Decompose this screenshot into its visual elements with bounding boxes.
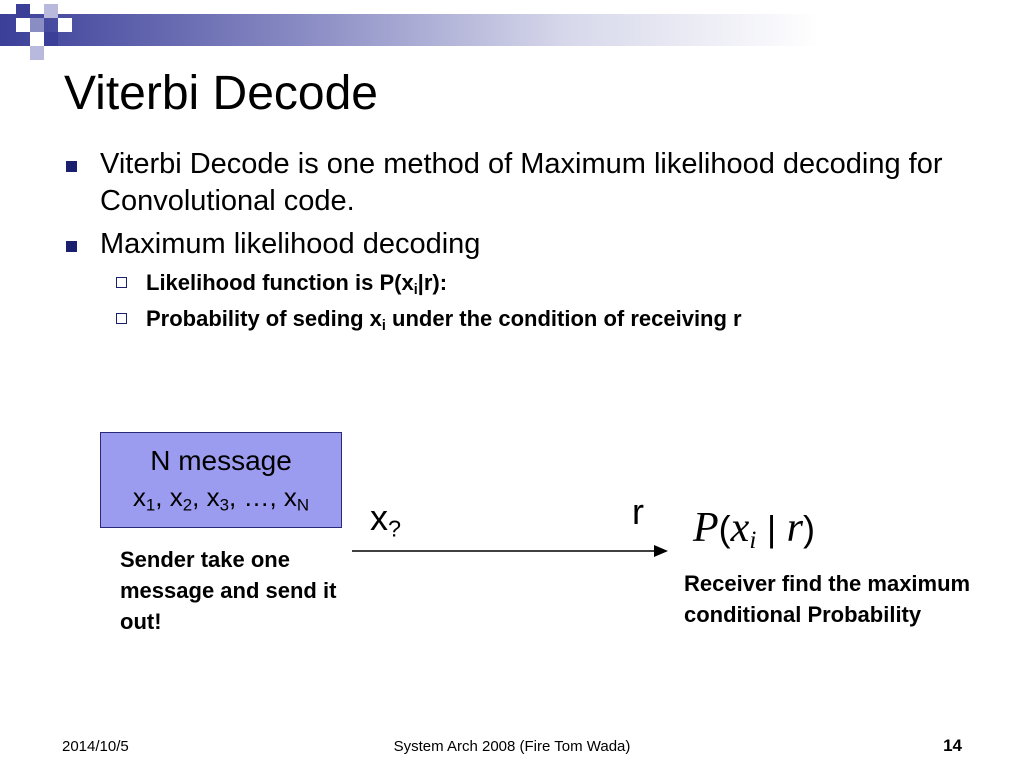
hollow-square-bullet-icon	[116, 277, 127, 288]
header-square	[58, 18, 72, 32]
header-square	[30, 32, 44, 46]
footer-date: 2014/10/5	[62, 738, 129, 755]
page-number: 14	[943, 736, 962, 755]
message-sequence: $x_1$, $x_2$, $x_3$, …, $x_N$	[132, 482, 310, 515]
bullet-list	[62, 146, 962, 341]
header-gradient-band	[0, 14, 1024, 46]
sender-note: Sender take one message and send it out!	[120, 547, 337, 634]
bullet-item	[62, 146, 962, 220]
receiver-note: Receiver find the maximum conditional Probability	[684, 571, 971, 627]
message-box	[100, 432, 342, 528]
sub-bullet-item	[62, 305, 962, 333]
sub-bullet-text-post: under the condition of receiving r	[385, 306, 742, 331]
subscript: i	[381, 318, 386, 334]
message-box-title: N message	[150, 445, 292, 476]
footer-title: System Arch 2008 (Fire Tom Wada)	[393, 738, 631, 755]
subscript: i	[413, 282, 418, 298]
square-bullet-icon	[66, 161, 77, 172]
arrow-head-icon	[654, 545, 668, 557]
sub-bullet-text-post: |r):	[417, 270, 448, 295]
likelihood-formula: $P(x_i$ | r)	[693, 505, 816, 555]
square-bullet-icon	[66, 241, 77, 252]
sub-bullet-text-pre: Probability of seding x	[146, 306, 382, 331]
header-square	[30, 18, 44, 32]
bullet-item	[62, 226, 962, 263]
sub-bullet-text-pre: Likelihood function is P(x	[146, 270, 414, 295]
header-square	[30, 46, 44, 60]
header-square	[16, 18, 30, 32]
bullet-text: Viterbi Decode is one method of Maximum likelihood decoding for Convolutional code.	[100, 148, 943, 217]
header-square	[44, 4, 58, 18]
sub-bullet-item	[62, 269, 962, 297]
hollow-square-bullet-icon	[116, 313, 127, 324]
header-square	[44, 32, 58, 46]
received-symbol: r	[632, 491, 644, 532]
channel-arrow	[352, 541, 668, 561]
bullet-text: Maximum likelihood decoding	[100, 228, 481, 260]
slide-title: Viterbi Decode	[64, 67, 378, 120]
transmitted-symbol: $x_?$	[370, 497, 402, 542]
header-square	[16, 4, 30, 18]
